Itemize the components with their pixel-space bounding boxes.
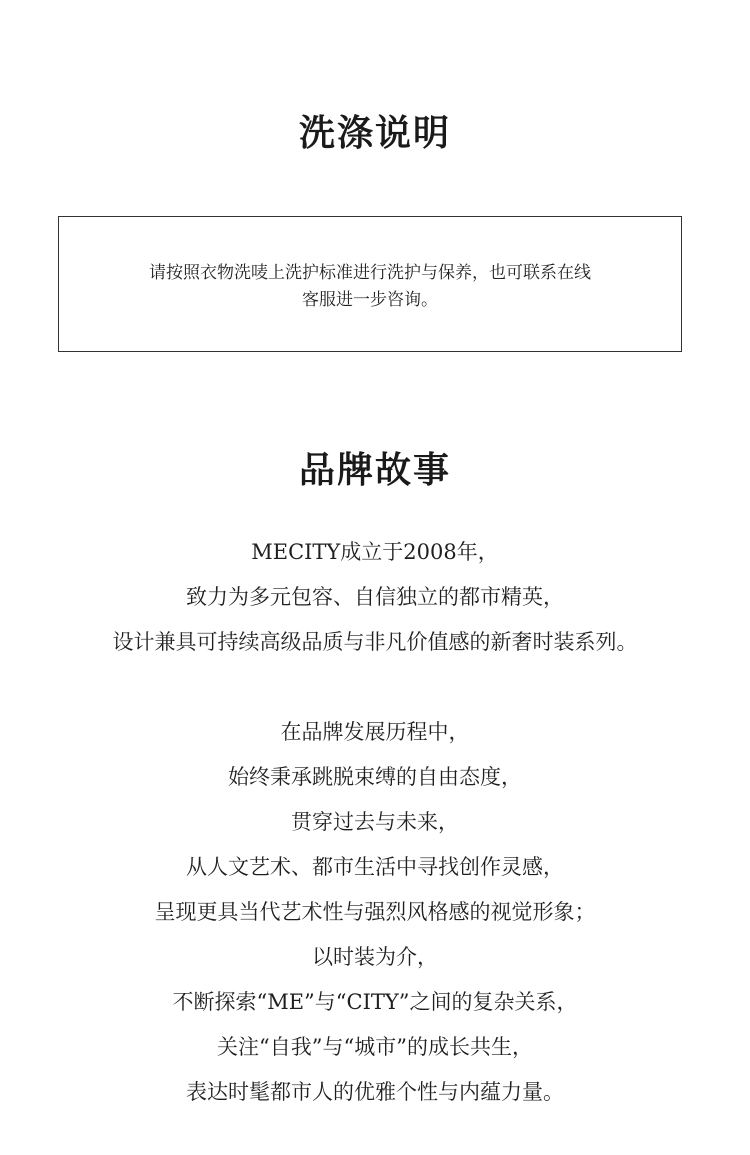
care-instructions-text — [59, 260, 681, 314]
care-line: 客服进一步咨询。 — [302, 290, 438, 310]
brand-story-paragraph-2 — [0, 710, 750, 1115]
care-line: 请按照衣物洗唛上洗护标准进行洗护与保养，也可联系在线 — [149, 263, 591, 283]
story-line: 致力为多元包容、自信独立的都市精英， — [186, 585, 564, 609]
story-line: 在品牌发展历程中， — [280, 720, 470, 744]
care-instructions-box — [58, 216, 682, 352]
brand-story-title: 品牌故事 — [298, 449, 451, 491]
story-line: 以时装为介， — [312, 945, 438, 969]
story-line: 表达时髦都市人的优雅个性与内蕴力量。 — [186, 1080, 564, 1104]
story-line: MECITY成立于2008年， — [251, 540, 499, 564]
story-line: 关注“自我”与“城市”的成长共生， — [217, 1035, 533, 1059]
story-line: 始终秉承跳脱束缚的自由态度， — [228, 765, 522, 789]
wash-instructions-title: 洗涤说明 — [298, 112, 451, 154]
story-line: 呈现更具当代艺术性与强烈风格感的视觉形象； — [154, 900, 596, 924]
story-line: 从人文艺术、都市生活中寻找创作灵感， — [186, 855, 564, 879]
story-line: 不断探索“ME”与“CITY”之间的复杂关系， — [172, 990, 578, 1014]
story-line: 设计兼具可持续高级品质与非凡价值感的新奢时装系列。 — [112, 630, 638, 654]
brand-story-paragraph-1 — [0, 530, 750, 665]
story-line: 贯穿过去与未来， — [291, 810, 459, 834]
